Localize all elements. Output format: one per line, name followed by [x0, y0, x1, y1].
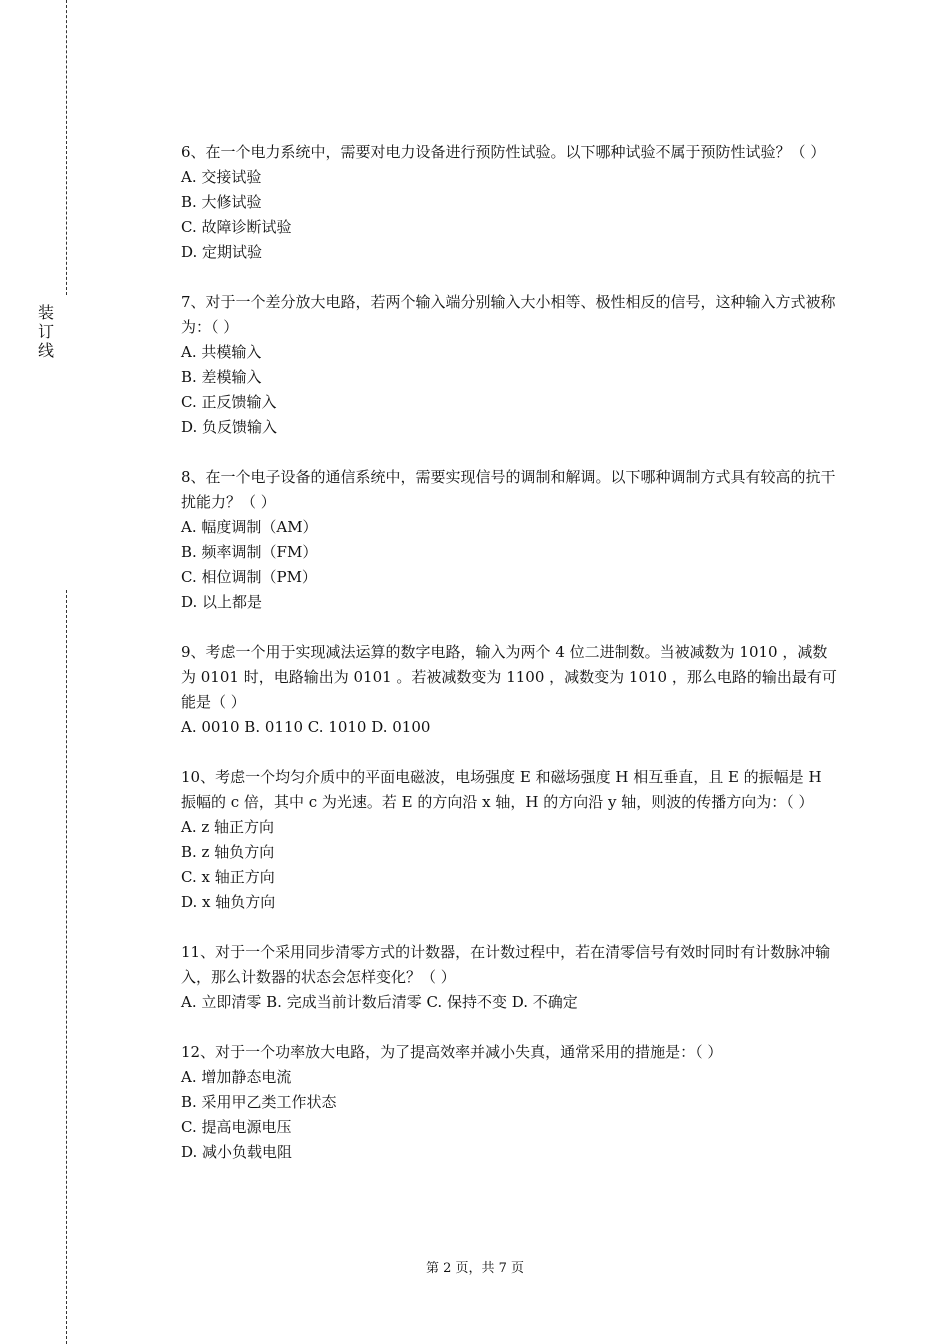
page-footer: 第 2 页，共 7 页: [425, 1261, 525, 1276]
option-c: C. x 轴正方向: [181, 868, 275, 886]
option-b: B. 差模输入: [181, 368, 262, 386]
question-11: [181, 940, 841, 1015]
binding-label: [36, 303, 56, 360]
question-stem: 8、在一个电子设备的通信系统中，需要实现信号的调制和解调。以下哪种调制方式具有较高的抗干扰能力？（ ）: [181, 468, 836, 511]
option-a: A. z 轴正方向: [181, 818, 275, 836]
question-stem: 11、对于一个采用同步清零方式的计数器，在计数过程中，若在清零信号有效时同时有计数脉冲输入，那么计数器的状态会怎样变化？（ ）: [181, 943, 831, 986]
option-b: B. 大修试验: [181, 193, 262, 211]
option-b: B. 频率调制（FM）: [181, 543, 318, 561]
question-stem: 7、对于一个差分放大电路，若两个输入端分别输入大小相等、极性相反的信号，这种输入方式被称为：（ ）: [181, 293, 836, 336]
option-a: A. 幅度调制（AM）: [181, 518, 318, 536]
question-9: [181, 640, 841, 740]
question-stem: 10、考虑一个均匀介质中的平面电磁波，电场强度 E 和磁场强度 H 相互垂直，且 E 的振幅是 H 振幅的 c 倍，其中 c 为光速。若 E 的方向沿 x 轴，H 的方向沿 y 轴，则波的传播方向为：（ ）: [181, 768, 822, 811]
binding-line-bottom: [66, 590, 67, 1344]
option-c: C. 故障诊断试验: [181, 218, 292, 236]
option-c: C. 正反馈输入: [181, 393, 277, 411]
question-stem: 6、在一个电力系统中，需要对电力设备进行预防性试验。以下哪种试验不属于预防性试验？（ ）: [181, 143, 826, 161]
option-line: A. 立即清零 B. 完成当前计数后清零 C. 保持不变 D. 不确定: [181, 993, 578, 1011]
question-10: [181, 765, 841, 915]
option-d: D. 定期试验: [181, 243, 263, 261]
option-c: C. 相位调制（PM）: [181, 568, 317, 586]
option-d: D. x 轴负方向: [181, 893, 276, 911]
question-stem: 9、考虑一个用于实现减法运算的数字电路，输入为两个 4 位二进制数。当被减数为 1010 ，减数为 0101 时，电路输出为 0101 。若被减数变为 1100 ，减数变为 1010 ，那么电路的输出最有可能是（ ）: [181, 643, 837, 711]
option-a: A. 共模输入: [181, 343, 262, 361]
question-12: [181, 1040, 841, 1165]
option-a: A. 交接试验: [181, 168, 262, 186]
option-line: A. 0010 B. 0110 C. 1010 D. 0100: [181, 718, 431, 736]
binding-char: 线: [37, 341, 54, 360]
binding-line-top: [66, 0, 67, 295]
option-d: D. 减小负载电阻: [181, 1143, 293, 1161]
option-d: D. 以上都是: [181, 593, 263, 611]
option-c: C. 提高电源电压: [181, 1118, 292, 1136]
option-d: D. 负反馈输入: [181, 418, 278, 436]
option-b: B. 采用甲乙类工作状态: [181, 1093, 337, 1111]
question-list: [181, 140, 841, 1190]
question-7: [181, 290, 841, 440]
question-8: [181, 465, 841, 615]
binding-char: 订: [37, 322, 54, 341]
binding-char: 装: [37, 303, 54, 322]
option-b: B. z 轴负方向: [181, 843, 275, 861]
question-6: [181, 140, 841, 265]
question-stem: 12、对于一个功率放大电路，为了提高效率并减小失真，通常采用的措施是：（ ）: [181, 1043, 723, 1061]
option-a: A. 增加静态电流: [181, 1068, 292, 1086]
